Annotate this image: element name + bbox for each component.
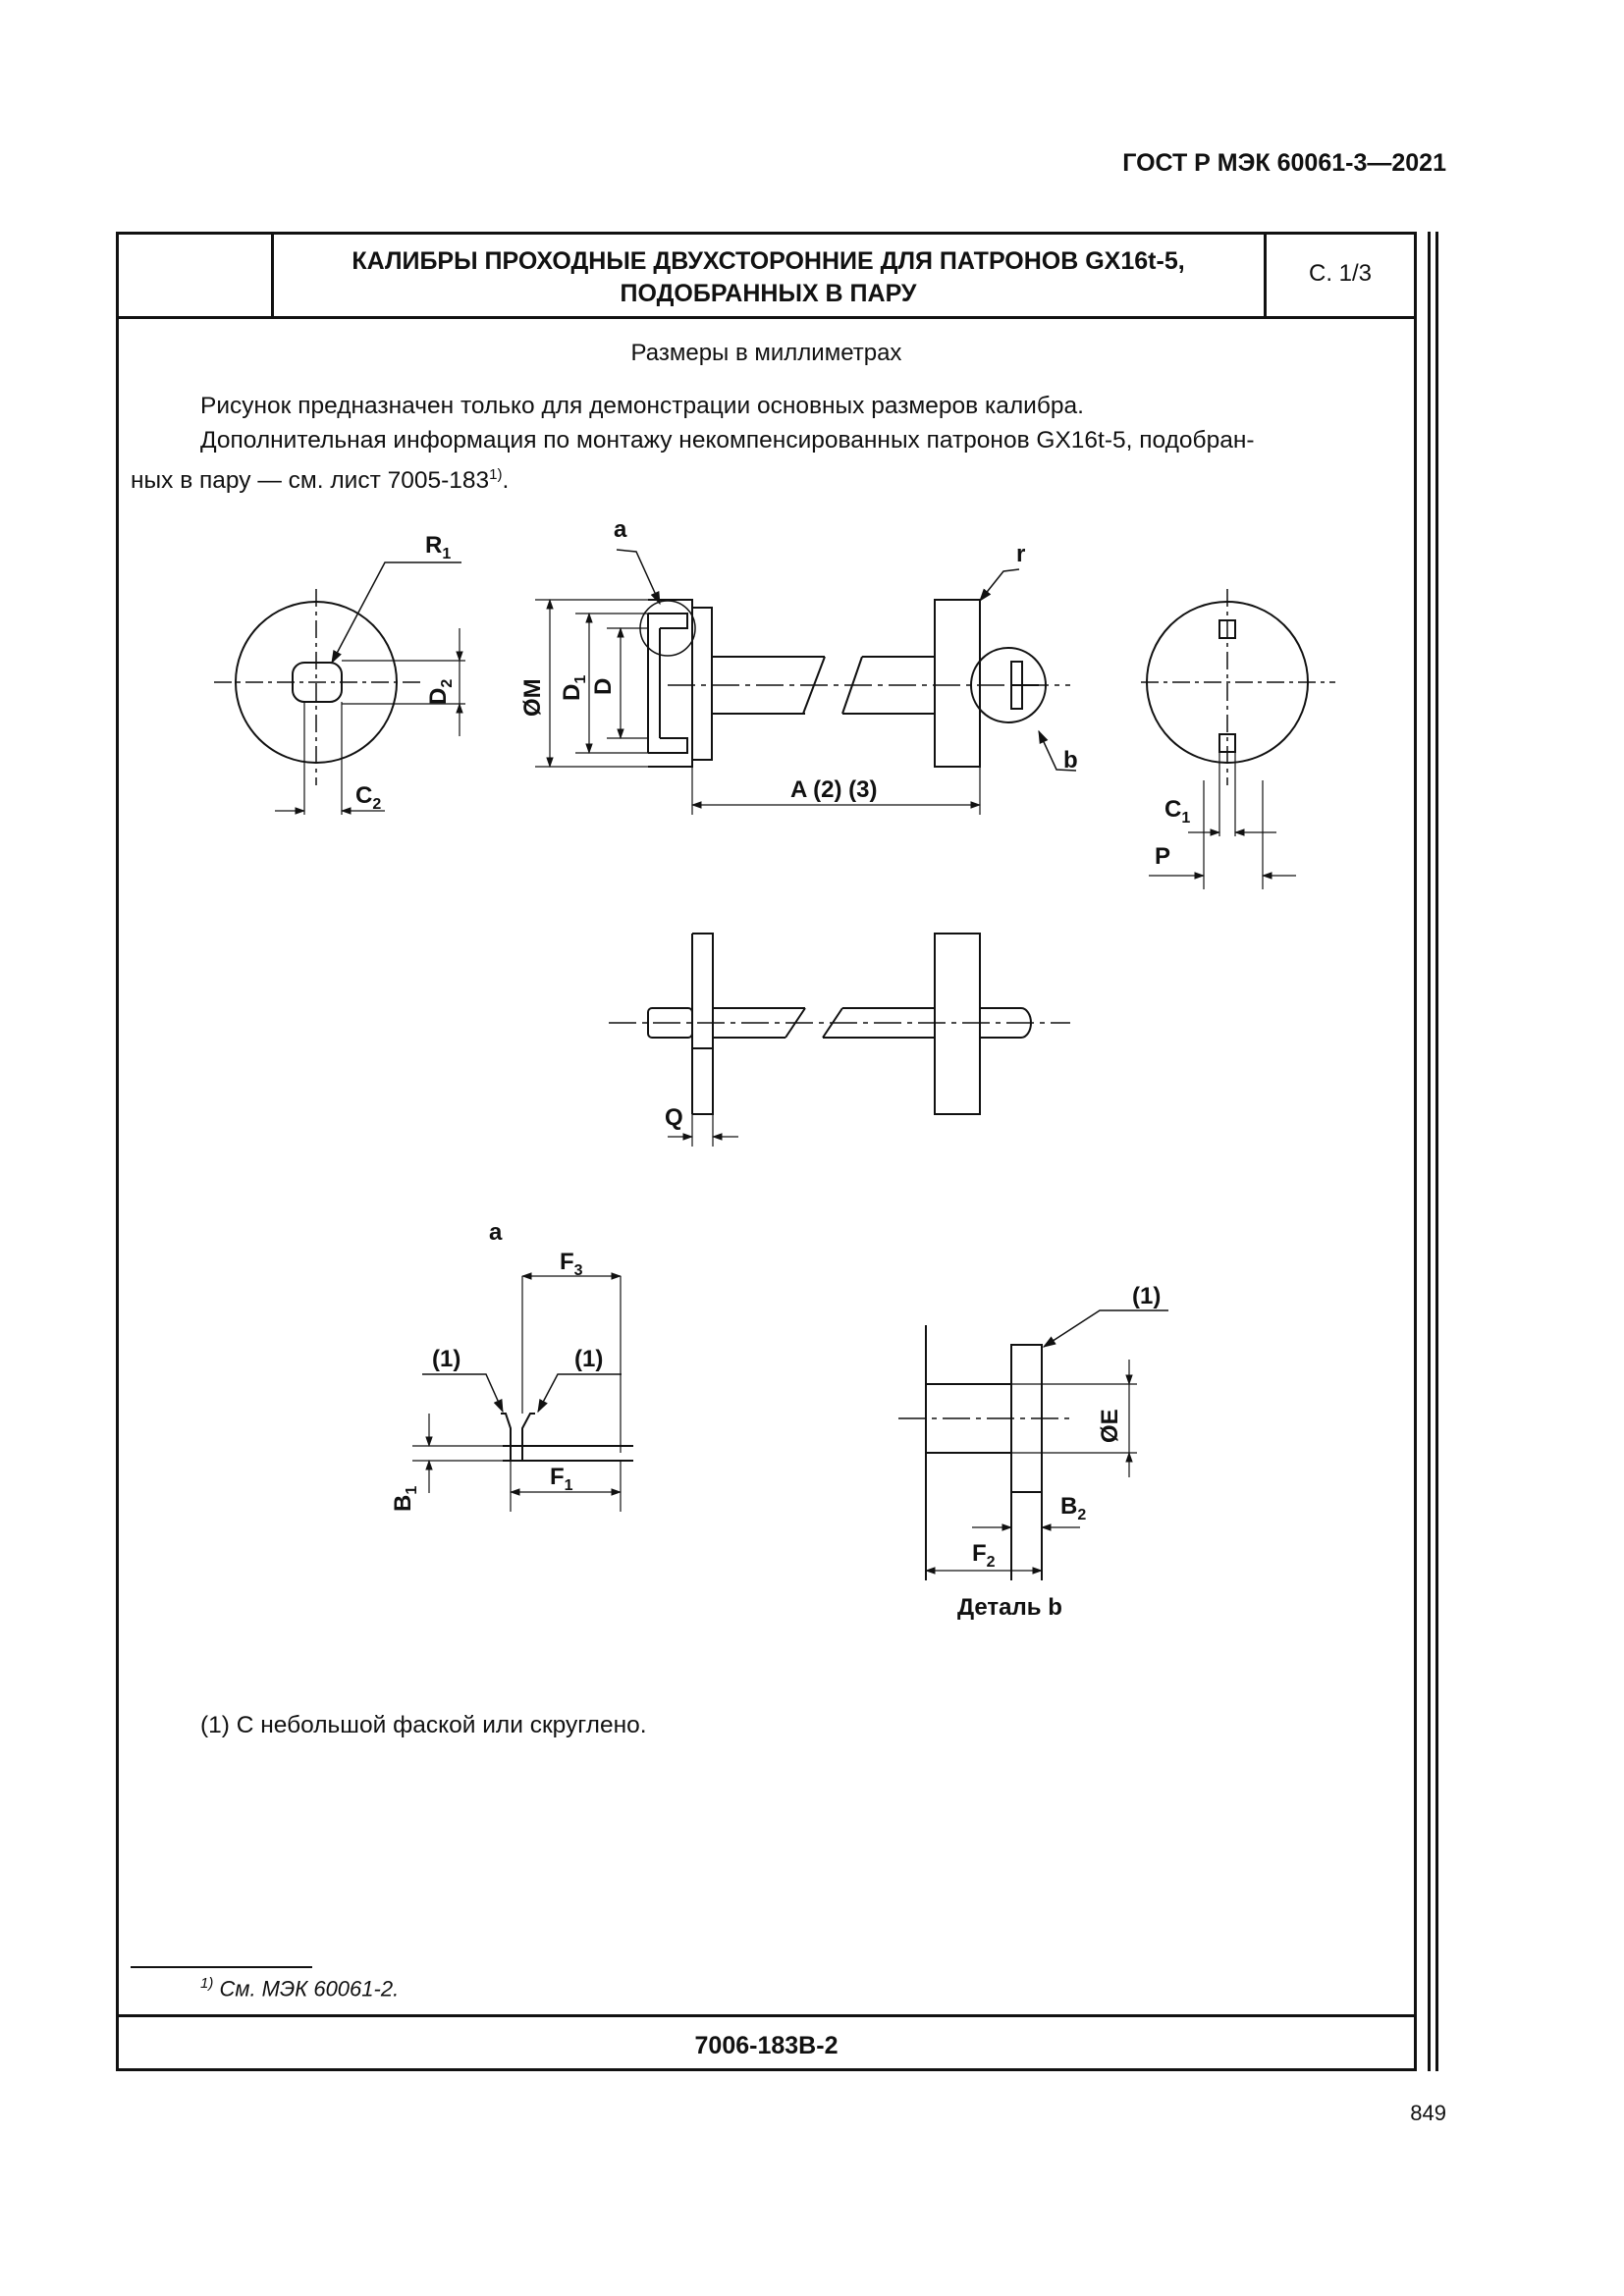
footnote-rule [131, 1966, 312, 1968]
label-b: b [1063, 747, 1078, 774]
label-d: D [590, 677, 617, 695]
label-f2: $F_2$ [972, 1540, 996, 1571]
page-number: 849 [1410, 2101, 1446, 2125]
label-mark-1-detail-b: (1) [1132, 1283, 1162, 1309]
sheet-code: 7006-183B-2 [694, 2032, 839, 2059]
detail-b [898, 1310, 1168, 1580]
detail-a [412, 1276, 633, 1512]
label-a-dimension: A (2) (3) [790, 776, 878, 803]
label-q: Q [665, 1104, 683, 1131]
label-c1: $C_1$ [1164, 796, 1191, 827]
standard-number: ГОСТ Р МЭК 60061-3—2021 [1122, 149, 1446, 177]
label-d2: $D_2$ [425, 678, 456, 705]
info-paragraph-line-1: Дополнительная информация по монтажу некомпенсированных патронов GX16t-5, подобран- [200, 427, 1255, 454]
label-f1: $F_1$ [550, 1464, 573, 1494]
footnote-marker: 1) [200, 1975, 214, 1992]
footnote-text: См. МЭК 60061-2. [219, 1976, 400, 2002]
label-r: r [1016, 541, 1026, 567]
sheet-number: С. 1/3 [1308, 260, 1373, 287]
label-detail-a: a [489, 1219, 503, 1246]
label-a: a [614, 516, 627, 543]
footnote-reference: 1) [489, 466, 503, 483]
label-d1: $D_1$ [559, 674, 589, 701]
label-b1: $B_1$ [390, 1485, 420, 1512]
label-e: ØE [1097, 1409, 1123, 1443]
note-1: (1) С небольшой фаской или скруглено. [200, 1712, 647, 1738]
label-mark-1-right: (1) [574, 1346, 604, 1372]
sheet-title-line-2: ПОДОБРАННЫХ В ПАРУ [620, 280, 917, 307]
label-c2: $C_2$ [355, 782, 382, 813]
label-b2: $B_2$ [1060, 1493, 1087, 1523]
info-paragraph-text: ных в пару — см. лист 7005-183 [131, 467, 490, 495]
info-paragraph-end: . [502, 467, 510, 495]
label-m: ØM [519, 678, 546, 717]
intro-paragraph: Рисунок предназначен только для демонстрации основных размеров калибра. [200, 393, 1084, 419]
label-r1: $R_1$ [425, 532, 452, 562]
label-detail-b: Деталь b [957, 1594, 1062, 1621]
units-note: Размеры в миллиметрах [630, 340, 902, 366]
label-mark-1-left: (1) [432, 1346, 461, 1372]
footnote [200, 1975, 399, 2002]
label-f3: $F_3$ [560, 1249, 583, 1279]
label-p: P [1155, 843, 1171, 870]
sheet-title-line-1: КАЛИБРЫ ПРОХОДНЫЕ ДВУХСТОРОННИЕ ДЛЯ ПАТРОНОВ GX16t-5, [352, 247, 1185, 275]
